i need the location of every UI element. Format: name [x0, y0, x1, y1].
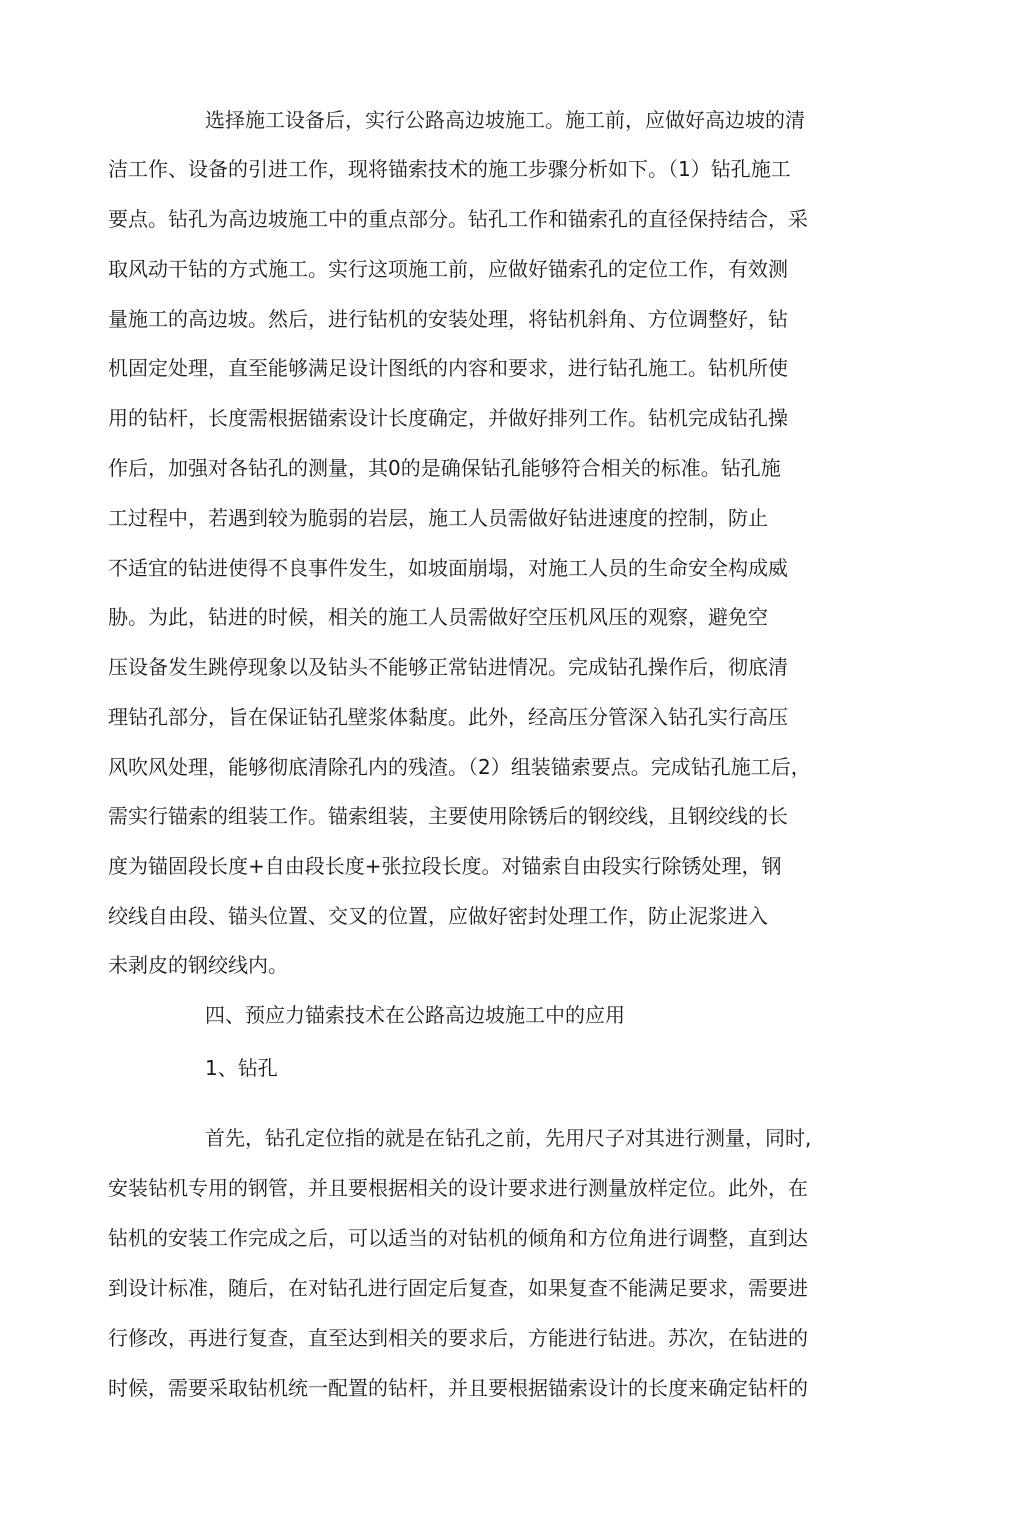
- paragraph-line: 首先，钻孔定位指的就是在钻孔之前，先用尺子对其进行测量，同时,: [205, 1126, 812, 1150]
- paragraph-line: 需实行锚索的组装工作。锚索组装，主要使用除锈后的钢绞线，且钢绞线的长: [108, 804, 788, 828]
- paragraph-line: 到设计标准，随后，在对钻孔进行固定后复查，如果复查不能满足要求，需要进: [108, 1276, 808, 1300]
- paragraph-line: 钻机的安装工作完成之后，可以适当的对钻机的倾角和方位角进行调整，直到达: [108, 1226, 808, 1250]
- paragraph-line: 度为锚固段长度+自由段长度+张拉段长度。对锚索自由段实行除锈处理，钢: [108, 854, 782, 878]
- paragraph-line: 作后，加强对各钻孔的测量，其0的是确保钻孔能够符合相关的标准。钻孔施: [108, 456, 781, 480]
- paragraph-line: 行修改，再进行复查，直至达到相关的要求后，方能进行钻进。苏次，在钻进的: [108, 1326, 808, 1350]
- paragraph-line: 不适宜的钻进使得不良事件发生，如坡面崩塌，对施工人员的生命安全构成威: [108, 556, 788, 580]
- paragraph-line: 洁工作、设备的引进工作，现将锚索技术的施工步骤分析如下。（1）钻孔施工: [108, 157, 791, 181]
- paragraph-line: 理钻孔部分，旨在保证钻孔壁浆体黏度。此外，经高压分管深入钻孔实行高压: [108, 705, 788, 729]
- paragraph-line: 机固定处理，直至能够满足设计图纸的内容和要求，进行钻孔施工。钻机所使: [108, 356, 788, 380]
- paragraph-line: 量施工的高边坡。然后，进行钻机的安装处理，将钻机斜角、方位调整好，钻: [108, 307, 788, 331]
- paragraph-line: 绞线自由段、锚头位置、交叉的位置，应做好密封处理工作，防止泥浆进入: [108, 904, 768, 928]
- paragraph-line: 压设备发生跳停现象以及钻头不能够正常钻进情况。完成钻孔操作后，彻底清: [108, 655, 788, 679]
- paragraph-line: 要点。钻孔为高边坡施工中的重点部分。钻孔工作和锚索孔的直径保持结合，采: [108, 207, 808, 231]
- section-heading: 四、预应力锚索技术在公路高边坡施工中的应用: [205, 1003, 625, 1027]
- paragraph-line: 时候，需要采取钻机统一配置的钻杆，并且要根据锚索设计的长度来确定钻杆的: [108, 1376, 808, 1400]
- paragraph-line: 安装钻机专用的钢管，并且要根据相关的设计要求进行测量放样定位。此外，在: [108, 1176, 808, 1200]
- paragraph-line: 工过程中，若遇到较为脆弱的岩层，施工人员需做好钻进速度的控制，防止: [108, 506, 768, 530]
- paragraph-line: 用的钻杆，长度需根据锚索设计长度确定，并做好排列工作。钻机完成钻孔操: [108, 406, 788, 430]
- paragraph-line: 取风动干钻的方式施工。实行这项施工前，应做好锚索孔的定位工作，有效测: [108, 257, 788, 281]
- paragraph-line: 风吹风处理，能够彻底清除孔内的残渣。（2）组装锚索要点。完成钻孔施工后，: [108, 755, 811, 779]
- paragraph-line: 胁。为此，钻进的时候，相关的施工人员需做好空压机风压的观察，避免空: [108, 605, 768, 629]
- paragraph-line: 选择施工设备后，实行公路高边坡施工。施工前，应做好高边坡的清: [205, 108, 805, 132]
- subsection-heading: 1、钻孔: [205, 1056, 278, 1080]
- paragraph-line: 未剥皮的钢绞线内。: [108, 953, 288, 977]
